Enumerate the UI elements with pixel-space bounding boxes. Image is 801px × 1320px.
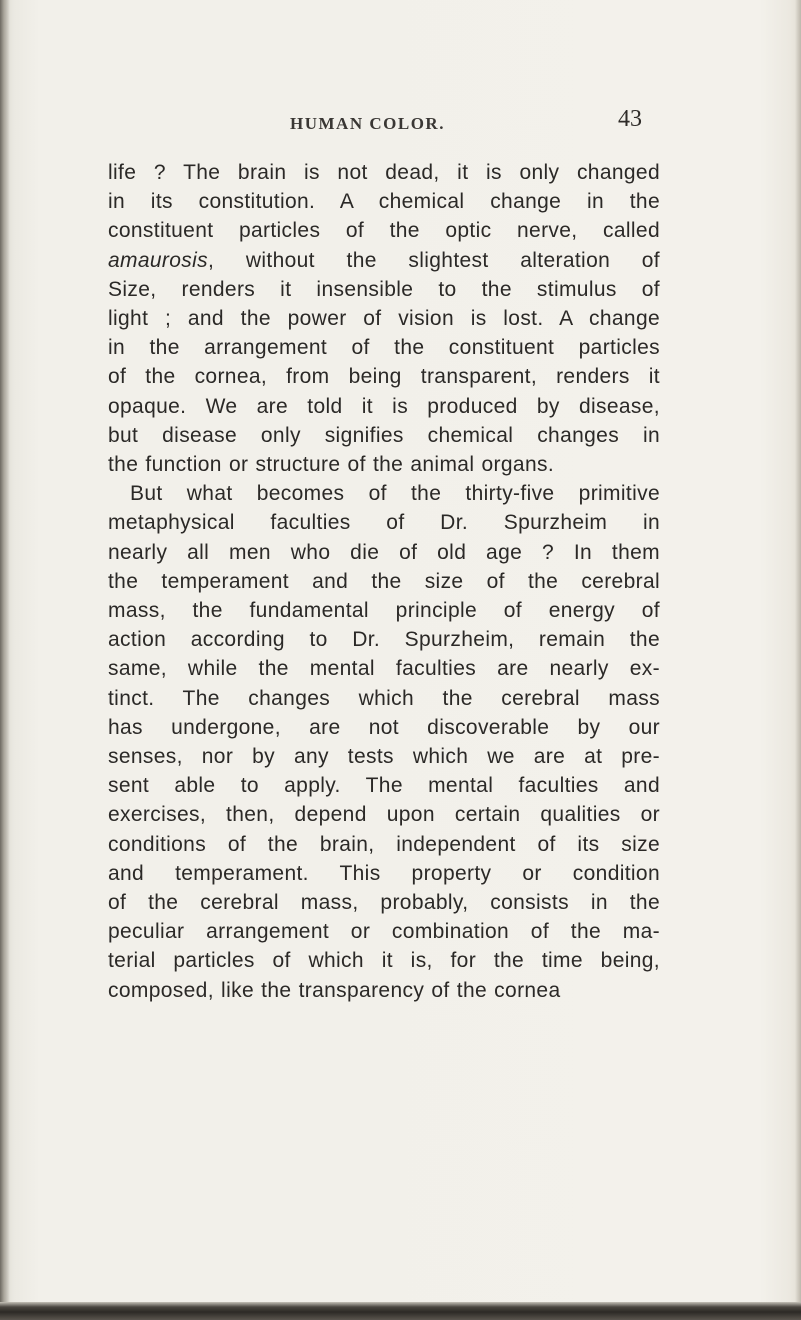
- text-line: in its constitution. A chemical change in the: [108, 190, 660, 214]
- text-line: the function or structure of the animal organs.: [108, 453, 555, 477]
- text-line: peculiar arrangement or combination of the ma-: [108, 920, 660, 944]
- text-line: senses, nor by any tests which we are at pre-: [108, 745, 660, 769]
- body-text: [108, 158, 660, 1005]
- text-line: the temperament and the size of the cerebral: [108, 569, 660, 593]
- text-line: in the arrangement of the constituent particles: [108, 336, 660, 360]
- page-bottom-edge: [0, 1302, 801, 1320]
- italic-term: amaurosis: [108, 248, 209, 272]
- text-line: same, while the mental faculties are nearly ex-: [108, 657, 660, 681]
- text-line: Size, renders it insensible to the stimulus of: [108, 277, 660, 301]
- text-line: mass, the fundamental principle of energy of: [108, 599, 660, 623]
- text-line: conditions of the brain, independent of its size: [108, 832, 660, 856]
- text-line: composed, like the transparency of the cornea: [108, 978, 561, 1002]
- text-line: has undergone, are not discoverable by our: [108, 715, 660, 739]
- page-number: 43: [618, 106, 642, 132]
- binding-shadow: [0, 0, 10, 1320]
- running-head: HUMAN COLOR.: [290, 114, 445, 133]
- text-line: metaphysical faculties of Dr. Spurzheim in: [108, 511, 660, 535]
- text-line: tinct. The changes which the cerebral mass: [108, 686, 660, 710]
- text-line: but disease only signifies chemical changes in: [108, 423, 660, 447]
- text-line: constituent particles of the optic nerve, called: [108, 219, 660, 243]
- text-fragment: , without the slightest alteration of: [208, 248, 660, 272]
- paragraph-first-line: But what becomes of the thirty-five primitive: [130, 482, 660, 506]
- text-line: of the cerebral mass, probably, consists in the: [108, 891, 660, 915]
- text-line: [108, 246, 660, 275]
- text-line: terial particles of which it is, for the time being,: [108, 949, 660, 973]
- text-line: action according to Dr. Spurzheim, remain the: [108, 628, 660, 652]
- text-line: light ; and the power of vision is lost. A change: [108, 307, 660, 331]
- text-line: nearly all men who die of old age ? In them: [108, 540, 660, 564]
- text-line: and temperament. This property or condition: [108, 861, 660, 885]
- text-line: of the cornea, from being transparent, renders it: [108, 365, 660, 389]
- text-line: sent able to apply. The mental faculties and: [108, 774, 660, 798]
- page-edge-shadow: [795, 0, 801, 1320]
- text-line: life ? The brain is not dead, it is only changed: [108, 161, 660, 184]
- text-line: exercises, then, depend upon certain qualities or: [108, 803, 660, 827]
- text-line: opaque. We are told it is produced by disease,: [108, 394, 660, 418]
- page-header: [100, 100, 660, 140]
